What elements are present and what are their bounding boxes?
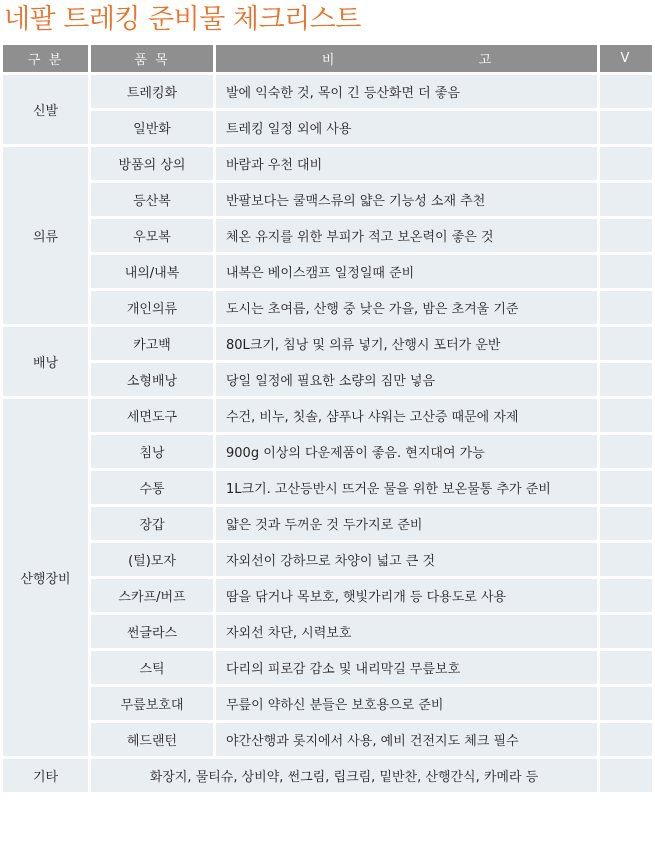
- table-row-etc: [3, 759, 652, 792]
- table-row: [3, 363, 652, 396]
- note-cell: 당일 일정에 필요한 소량의 짐만 넣음: [216, 363, 597, 396]
- table-row: [3, 111, 652, 144]
- item-cell: (털)모자: [91, 543, 213, 576]
- check-cell[interactable]: [600, 75, 652, 108]
- item-cell: 우모복: [91, 219, 213, 252]
- header-note: [216, 45, 597, 72]
- note-cell: 반팔보다는 쿨맥스류의 얇은 기능성 소재 추천: [216, 183, 597, 216]
- table-row: [3, 723, 652, 756]
- check-cell[interactable]: [600, 291, 652, 324]
- note-cell: 다리의 피로감 감소 및 내리막길 무릎보호: [216, 651, 597, 684]
- item-cell: 무릎보호대: [91, 687, 213, 720]
- note-cell: 수건, 비누, 칫솔, 샴푸나 샤워는 고산증 때문에 자제: [216, 399, 597, 432]
- note-cell: 야간산행과 롯지에서 사용, 예비 건전지도 체크 필수: [216, 723, 597, 756]
- item-cell: 등산복: [91, 183, 213, 216]
- item-cell: 헤드랜턴: [91, 723, 213, 756]
- check-cell[interactable]: [600, 111, 652, 144]
- etc-note-cell: 화장지, 물티슈, 상비약, 썬그림, 립크림, 밑반찬, 산행간식, 카메라 등: [91, 759, 597, 792]
- table-row: [3, 183, 652, 216]
- table-row: [3, 255, 652, 288]
- table-row: [3, 507, 652, 540]
- check-cell[interactable]: [600, 687, 652, 720]
- checklist-body: [3, 75, 652, 792]
- table-row: [3, 687, 652, 720]
- check-cell[interactable]: [600, 183, 652, 216]
- table-row: [3, 615, 652, 648]
- check-cell[interactable]: [600, 363, 652, 396]
- header-note-label: 비 고: [321, 53, 562, 68]
- item-cell: 방품의 상의: [91, 147, 213, 180]
- category-cell: 기타: [3, 759, 88, 792]
- table-row: [3, 219, 652, 252]
- note-cell: 내복은 베이스캠프 일정일때 준비: [216, 255, 597, 288]
- page-title: 네팔 트레킹 준비물 체크리스트: [4, 4, 361, 35]
- note-cell: 트레킹 일정 외에 사용: [216, 111, 597, 144]
- header-check: V: [600, 45, 652, 72]
- header-row: [3, 45, 652, 72]
- check-cell[interactable]: [600, 255, 652, 288]
- table-row: [3, 399, 652, 432]
- category-cell: 산행장비: [3, 399, 88, 756]
- check-cell[interactable]: [600, 579, 652, 612]
- note-cell: 얇은 것과 두꺼운 것 두가지로 준비: [216, 507, 597, 540]
- item-cell: 수통: [91, 471, 213, 504]
- item-cell: 장갑: [91, 507, 213, 540]
- table-row: [3, 651, 652, 684]
- check-cell[interactable]: [600, 543, 652, 576]
- check-cell[interactable]: [600, 507, 652, 540]
- note-cell: 발에 익숙한 것, 목이 긴 등산화면 더 좋음: [216, 75, 597, 108]
- item-cell: 소형배낭: [91, 363, 213, 396]
- note-cell: 자외선이 강하므로 차양이 넓고 큰 것: [216, 543, 597, 576]
- item-cell: 스틱: [91, 651, 213, 684]
- note-cell: 자외선 차단, 시력보호: [216, 615, 597, 648]
- note-cell: 80L크기, 침낭 및 의류 넣기, 산행시 포터가 운반: [216, 327, 597, 360]
- checklist-table: [0, 42, 655, 795]
- header-item: 품 목: [91, 45, 213, 72]
- category-cell: 의류: [3, 147, 88, 324]
- table-row: [3, 75, 652, 108]
- table-row: [3, 291, 652, 324]
- check-cell[interactable]: [600, 435, 652, 468]
- note-cell: 땀을 닦거나 목보호, 햇빛가리개 등 다용도로 사용: [216, 579, 597, 612]
- check-cell[interactable]: [600, 723, 652, 756]
- table-row: [3, 147, 652, 180]
- item-cell: 내의/내복: [91, 255, 213, 288]
- check-cell[interactable]: [600, 399, 652, 432]
- item-cell: 개인의류: [91, 291, 213, 324]
- note-cell: 1L크기. 고산등반시 뜨거운 물을 위한 보온물통 추가 준비: [216, 471, 597, 504]
- check-cell[interactable]: [600, 327, 652, 360]
- check-cell[interactable]: [600, 615, 652, 648]
- note-cell: 900g 이상의 다운제품이 좋음. 현지대여 가능: [216, 435, 597, 468]
- item-cell: 세면도구: [91, 399, 213, 432]
- check-cell[interactable]: [600, 651, 652, 684]
- item-cell: 트레킹화: [91, 75, 213, 108]
- check-cell[interactable]: [600, 471, 652, 504]
- table-row: [3, 435, 652, 468]
- table-row: [3, 579, 652, 612]
- item-cell: 침낭: [91, 435, 213, 468]
- check-cell[interactable]: [600, 759, 652, 792]
- category-cell: 신발: [3, 75, 88, 144]
- table-row: [3, 327, 652, 360]
- item-cell: 스카프/버프: [91, 579, 213, 612]
- header-category: 구 분: [3, 45, 88, 72]
- table-row: [3, 543, 652, 576]
- check-cell[interactable]: [600, 219, 652, 252]
- check-cell[interactable]: [600, 147, 652, 180]
- note-cell: 무릎이 약하신 분들은 보호용으로 준비: [216, 687, 597, 720]
- category-cell: 배낭: [3, 327, 88, 396]
- item-cell: 카고백: [91, 327, 213, 360]
- note-cell: 체온 유지를 위한 부피가 적고 보온력이 좋은 것: [216, 219, 597, 252]
- note-cell: 바람과 우천 대비: [216, 147, 597, 180]
- table-row: [3, 471, 652, 504]
- item-cell: 일반화: [91, 111, 213, 144]
- note-cell: 도시는 초여름, 산행 중 낮은 가을, 밤은 초겨울 기준: [216, 291, 597, 324]
- item-cell: 썬글라스: [91, 615, 213, 648]
